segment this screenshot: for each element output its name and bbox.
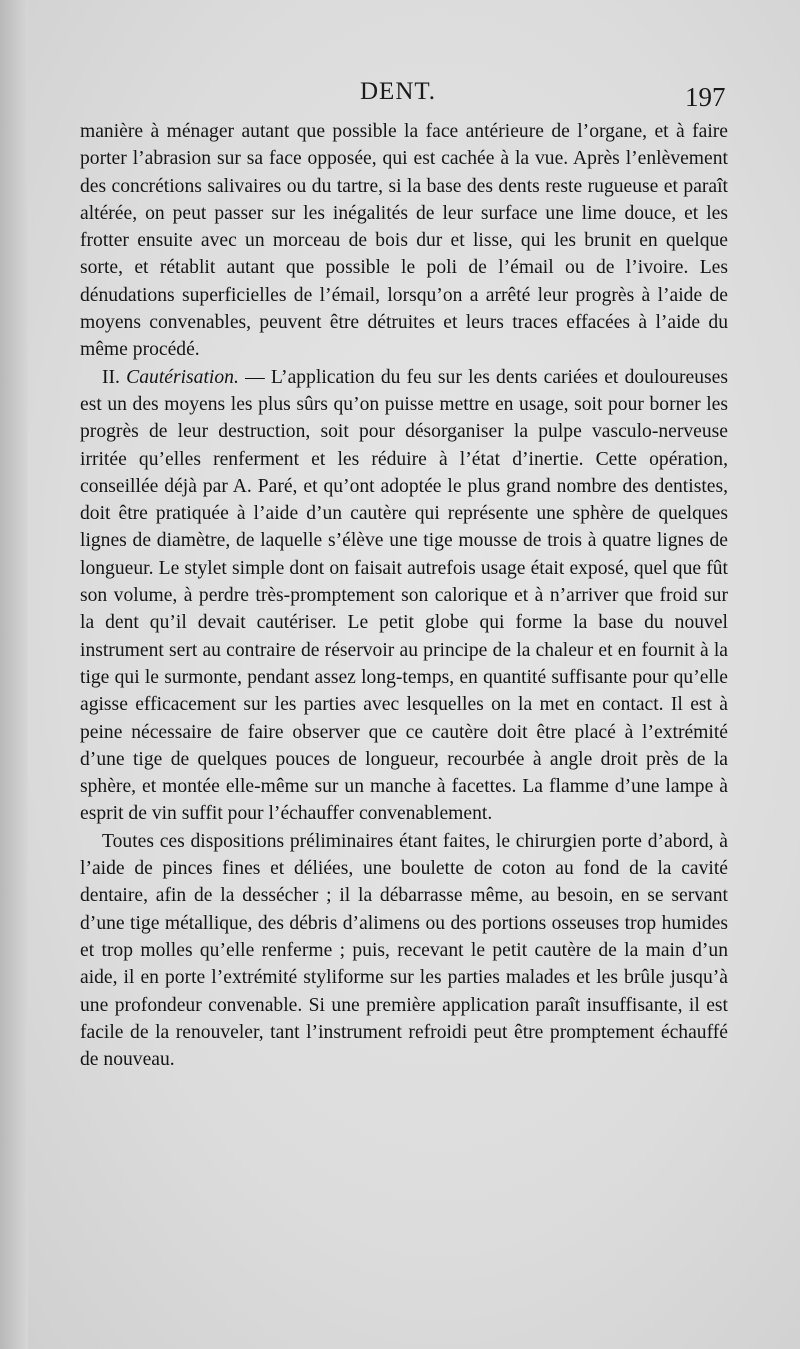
paragraph-2 [80,364,728,828]
section-title: Cautérisation. [126,366,239,388]
running-title: DENT. [360,78,437,105]
paragraph-2-text: — L’application du feu sur les dents cariées et douloureuses est un des moyens les plus sûrs qu’on puisse mettre en usage, soit pour borner les progrès de leur destruction, soit pour désorganiser la pulpe vasculo-nerveuse irritée qu’elles renferment et les réduire à l’état d’inertie. Cette opération, conseillée déjà par A. Paré, et qu’ont adoptée le plus grand nombre des dentistes, doit être pratiquée à l’aide d’un cautère qui représente une sphère de quelques lignes de diamètre, de laquelle s’élève une tige mousse de trois à quatre lignes de longueur. Le stylet simple dont on faisait autrefois usage était exposé, quel que fût son volume, à perdre très-promptement son calorique et à n’arriver que froid sur la dent qu’il devait cautériser. Le petit globe qui forme la base du nouvel instrument sert au contraire de réservoir au principe de la chaleur et en fournit à la tige qui le surmonte, pendant assez long-temps, en quantité suffisante pour qu’elle agisse efficacement sur les parties avec lesquelles on la met en contact. Il est à peine nécessaire de faire observer que ce cautère doit être placé à l’extrémité d’une tige de quelques pouces de longueur, recourbée à angle droit près de la sphère, et montée elle-même sur un manche à facettes. La flamme d’une lampe à esprit de vin suffit pour l’échauffer convenablement. [80,366,728,825]
page-header [0,78,800,118]
paragraph-1: manière à ménager autant que possible la face antérieure de l’organe, et à faire porter l’abrasion sur sa face opposée, qui est cachée à la vue. Après l’enlèvement des concrétions salivaires ou du tartre, si la base des dents reste rugueuse et paraît altérée, on peut passer sur les inégalités de leur surface une lime douce, et les frotter ensuite avec un morceau de bois dur et lisse, qui les brunit en quelque sorte, et rétablit autant que possible le poli de l’émail ou de l’ivoire. Les dénudations superficielles de l’émail, lorsqu’on a arrêté leur progrès à l’aide de moyens convenables, peuvent être détruites et leurs traces effacées à l’aide du même procédé. [80,121,728,361]
page-gutter-shadow [0,0,28,1349]
page-number: 197 [685,82,726,112]
section-number: II. [102,366,120,388]
paragraph-3: Toutes ces dispositions préliminaires étant faites, le chirurgien porte d’abord, à l’aide de pinces fines et déliées, une boulette de coton au fond de la cavité dentaire, afin de la dessécher ; il la débarrasse même, au besoin, en se servant d’une tige métallique, des débris d’alimens ou des portions osseuses trop humides et trop molles qu’elle renferme ; puis, recevant le petit cautère de la main d’un aide, il en porte l’extrémité styliforme sur les parties malades et les brûle jusqu’à une profondeur convenable. Si une première application paraît insuffisante, il est facile de la renouveler, tant l’instrument refroidi peut être promptement échauffé de nouveau. [80,830,728,1071]
page-body [80,118,728,1073]
